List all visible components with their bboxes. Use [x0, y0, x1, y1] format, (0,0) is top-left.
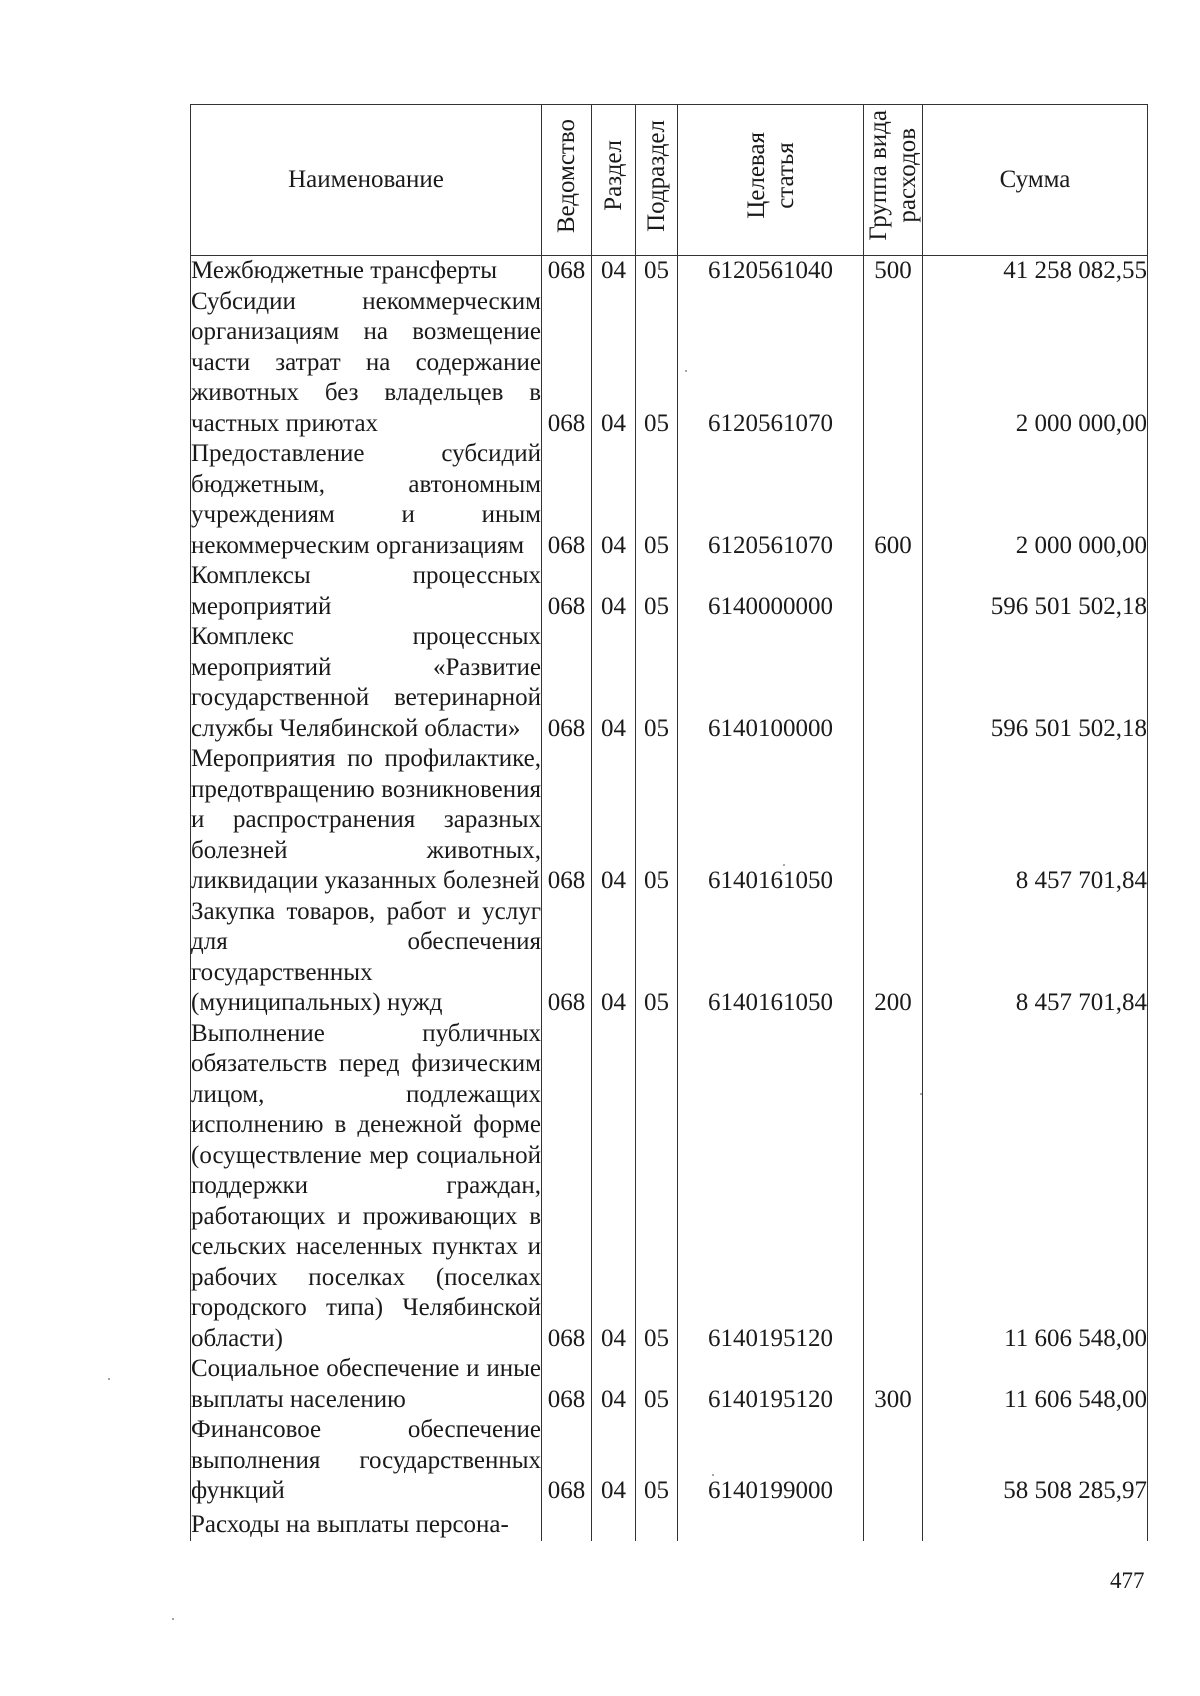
- header-podrazdel-label: Подраздел: [643, 119, 670, 232]
- cell-razdel: 04: [592, 897, 636, 1019]
- cell-celevaya-statya: 6140195120: [678, 1019, 864, 1355]
- table-row: [191, 287, 1148, 440]
- cell-podrazdel: 05: [636, 744, 678, 897]
- cell-vedomstvo: 068: [542, 439, 592, 561]
- cell-podrazdel: 05: [636, 256, 678, 287]
- scan-speck: [108, 1378, 110, 1380]
- cell-podrazdel: 05: [636, 287, 678, 440]
- cell-razdel: [592, 1507, 636, 1541]
- cell-razdel: 04: [592, 1415, 636, 1507]
- cell-razdel: 04: [592, 561, 636, 622]
- cell-razdel: 04: [592, 439, 636, 561]
- cell-name: Выполнение публичных обязательств перед физическим лицом, подлежащих исполнению в денежной форме (осуществление мер социальной поддержки граждан, работающих и проживающих в сельских населенных пунктах и рабочих поселках (поселках городского типа) Челябинской области): [191, 1019, 542, 1355]
- cell-celevaya-statya: 6140100000: [678, 622, 864, 744]
- cell-gruppa-vida-rashodov: [864, 744, 923, 897]
- header-summa: Сумма: [923, 105, 1148, 256]
- cell-podrazdel: [636, 1507, 678, 1541]
- header-razdel-label: Раздел: [600, 140, 627, 212]
- table-row: [191, 897, 1148, 1019]
- table-body: [191, 256, 1148, 1541]
- cell-celevaya-statya: 6140195120: [678, 1354, 864, 1415]
- table-row: [191, 256, 1148, 287]
- cell-gruppa-vida-rashodov: [864, 287, 923, 440]
- scan-speck: [685, 370, 687, 372]
- cell-podrazdel: 05: [636, 622, 678, 744]
- cell-vedomstvo: 068: [542, 1019, 592, 1355]
- table-row: [191, 1507, 1148, 1541]
- header-celevaya-line2: статья: [771, 142, 799, 210]
- cell-vedomstvo: 068: [542, 561, 592, 622]
- cell-vedomstvo: 068: [542, 1354, 592, 1415]
- cell-name: Расходы на выплаты персона-: [191, 1507, 542, 1541]
- cell-podrazdel: 05: [636, 1415, 678, 1507]
- cell-gruppa-vida-rashodov: 300: [864, 1354, 923, 1415]
- table-row: [191, 561, 1148, 622]
- table-row: [191, 1019, 1148, 1355]
- cell-razdel: 04: [592, 1354, 636, 1415]
- cell-vedomstvo: 068: [542, 287, 592, 440]
- cell-razdel: 04: [592, 287, 636, 440]
- header-gruppa-line2: расходов: [894, 128, 921, 224]
- header-gruppa-vida-rashodov: [864, 105, 923, 256]
- cell-razdel: 04: [592, 622, 636, 744]
- cell-name: Социальное обеспечение и иные выплаты населению: [191, 1354, 542, 1415]
- cell-summa: [923, 1507, 1148, 1541]
- table-row: [191, 622, 1148, 744]
- cell-summa: 8 457 701,84: [923, 744, 1148, 897]
- cell-summa: 58 508 285,97: [923, 1415, 1148, 1507]
- header-celevaya-line1: Целевая: [742, 132, 770, 220]
- cell-name: Межбюджетные трансферты: [191, 256, 542, 287]
- cell-vedomstvo: 068: [542, 744, 592, 897]
- header-gruppa-line1: Группа вида: [865, 110, 892, 242]
- cell-vedomstvo: 068: [542, 1415, 592, 1507]
- cell-vedomstvo: [542, 1507, 592, 1541]
- cell-name: Комплекс процессных мероприятий «Развитие государственной ветеринарной службы Челябинской области»: [191, 622, 542, 744]
- cell-name: Закупка товаров, работ и услуг для обеспечения государственных (муниципальных) нужд: [191, 897, 542, 1019]
- cell-celevaya-statya: [678, 1507, 864, 1541]
- cell-celevaya-statya: 6120561040: [678, 256, 864, 287]
- cell-name: Субсидии некоммерческим организациям на возмещение части затрат на содержание животных без владельцев в частных приютах: [191, 287, 542, 440]
- cell-celevaya-statya: 6120561070: [678, 287, 864, 440]
- cell-gruppa-vida-rashodov: [864, 561, 923, 622]
- cell-name: Финансовое обеспечение выполнения государственных функций: [191, 1415, 542, 1507]
- table-row: [191, 1354, 1148, 1415]
- cell-gruppa-vida-rashodov: [864, 1019, 923, 1355]
- header-celevaya-statya: [678, 105, 864, 256]
- table-row: [191, 744, 1148, 897]
- cell-gruppa-vida-rashodov: 200: [864, 897, 923, 1019]
- cell-vedomstvo: 068: [542, 897, 592, 1019]
- budget-table: [190, 104, 1148, 1541]
- cell-summa: 41 258 082,55: [923, 256, 1148, 287]
- header-name: Наименование: [191, 105, 542, 256]
- cell-podrazdel: 05: [636, 439, 678, 561]
- cell-gruppa-vida-rashodov: [864, 1507, 923, 1541]
- cell-celevaya-statya: 6140000000: [678, 561, 864, 622]
- header-vedomstvo-label: Ведомство: [553, 118, 580, 233]
- header-razdel: [592, 105, 636, 256]
- cell-podrazdel: 05: [636, 561, 678, 622]
- cell-podrazdel: 05: [636, 897, 678, 1019]
- cell-vedomstvo: 068: [542, 256, 592, 287]
- scan-speck: [783, 864, 785, 866]
- scan-speck: [712, 1474, 714, 1476]
- cell-celevaya-statya: 6120561070: [678, 439, 864, 561]
- cell-celevaya-statya: 6140161050: [678, 897, 864, 1019]
- cell-gruppa-vida-rashodov: [864, 1415, 923, 1507]
- table-row: [191, 439, 1148, 561]
- cell-summa: 2 000 000,00: [923, 439, 1148, 561]
- cell-vedomstvo: 068: [542, 622, 592, 744]
- cell-celevaya-statya: 6140199000: [678, 1415, 864, 1507]
- page-number: 477: [1110, 1568, 1145, 1593]
- cell-summa: 11 606 548,00: [923, 1019, 1148, 1355]
- cell-podrazdel: 05: [636, 1019, 678, 1355]
- cell-summa: 596 501 502,18: [923, 561, 1148, 622]
- cell-gruppa-vida-rashodov: [864, 622, 923, 744]
- scan-speck: [920, 1093, 922, 1095]
- cell-gruppa-vida-rashodov: 500: [864, 256, 923, 287]
- cell-gruppa-vida-rashodov: 600: [864, 439, 923, 561]
- cell-summa: 2 000 000,00: [923, 287, 1148, 440]
- header-podrazdel: [636, 105, 678, 256]
- cell-name: Мероприятия по профилактике, предотвращению возникновения и распространения заразных болезней животных, ликвидации указанных болезней: [191, 744, 542, 897]
- cell-summa: 596 501 502,18: [923, 622, 1148, 744]
- cell-celevaya-statya: 6140161050: [678, 744, 864, 897]
- cell-summa: 8 457 701,84: [923, 897, 1148, 1019]
- cell-name: Комплексы процессных мероприятий: [191, 561, 542, 622]
- cell-podrazdel: 05: [636, 1354, 678, 1415]
- table-row: [191, 1415, 1148, 1507]
- cell-summa: 11 606 548,00: [923, 1354, 1148, 1415]
- cell-razdel: 04: [592, 1019, 636, 1355]
- cell-razdel: 04: [592, 256, 636, 287]
- cell-razdel: 04: [592, 744, 636, 897]
- scan-speck: [172, 1618, 174, 1620]
- cell-name: Предоставление субсидий бюджетным, автономным учреждениям и иным некоммерческим организациям: [191, 439, 542, 561]
- header-vedomstvo: [542, 105, 592, 256]
- table-header: [191, 105, 1148, 256]
